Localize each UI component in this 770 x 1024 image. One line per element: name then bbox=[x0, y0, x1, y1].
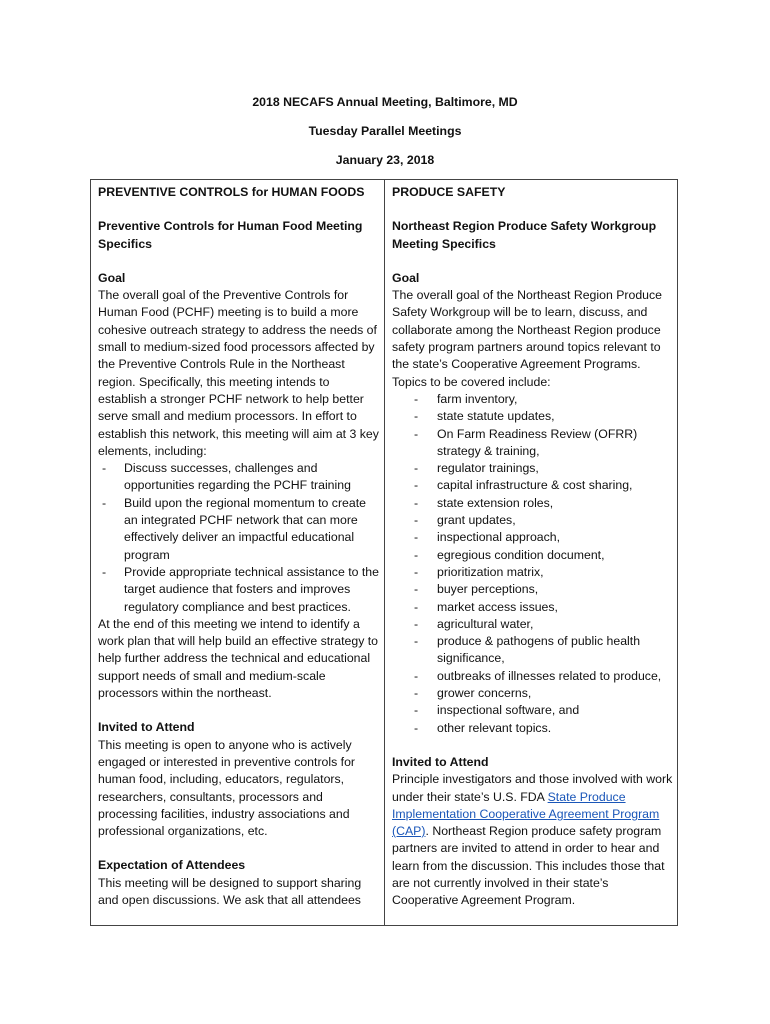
list-item: - inspectional approach, bbox=[392, 529, 676, 546]
list-item: - prioritization matrix, bbox=[392, 564, 676, 581]
list-item: - grant updates, bbox=[392, 512, 676, 529]
list-item: - Build upon the regional momentum to create an integrated PCHF network that can more effectively deliver an impactful educational program bbox=[98, 495, 381, 564]
list-item: - buyer perceptions, bbox=[392, 581, 676, 598]
list-item: - egregious condition document, bbox=[392, 547, 676, 564]
produce-invited-text-before: Principle investigators and those involved with work under their state’s U.S. FDA bbox=[392, 772, 673, 804]
meetings-table bbox=[90, 179, 678, 926]
pchf-elements-list bbox=[98, 460, 381, 616]
produce-subheading: Northeast Region Produce Safety Workgroup Meeting Specifics bbox=[392, 219, 657, 251]
list-item: - On Farm Readiness Review (OFRR) strategy & training, bbox=[392, 426, 676, 461]
column-divider bbox=[384, 180, 385, 925]
list-item: - grower concerns, bbox=[392, 685, 676, 702]
produce-invited-paragraph bbox=[392, 771, 676, 909]
cap-program-link[interactable]: State Produce Implementation Cooperative Agreement Program (CAP) bbox=[392, 789, 660, 839]
list-item: - Discuss successes, challenges and opportunities regarding the PCHF training bbox=[98, 460, 381, 495]
list-item: - Provide appropriate technical assistance to the target audience that fosters and improves regulatory compliance and best practices. bbox=[98, 564, 381, 616]
list-item: - state extension roles, bbox=[392, 495, 676, 512]
pchf-goal-label: Goal bbox=[98, 270, 126, 285]
produce-safety-column bbox=[392, 184, 676, 910]
list-item: - farm inventory, bbox=[392, 391, 676, 408]
pchf-invited-label: Invited to Attend bbox=[98, 720, 195, 735]
produce-topics-list bbox=[392, 391, 676, 737]
pchf-heading: PREVENTIVE CONTROLS for HUMAN FOODS bbox=[98, 185, 365, 199]
produce-invited-text-after: . Northeast Region produce safety program partners are invited to attend in order to hear and learn from the discussion. This includes those that are not currently involved in their state’s Cooperative Agreement Program. bbox=[392, 824, 665, 908]
list-item: - other relevant topics. bbox=[392, 720, 676, 737]
produce-goal-text: The overall goal of the Northeast Region Produce Safety Workgroup will be to learn, discuss, and collaborate among the Northeast Region produce safety program partners around topics relevant to the state’s Cooperative Agreement Programs. Topics to be covered include: bbox=[392, 288, 663, 389]
pchf-expectation-label: Expectation of Attendees bbox=[98, 858, 246, 873]
list-item: - inspectional software, and bbox=[392, 702, 676, 719]
pchf-subheading: Preventive Controls for Human Food Meeting Specifics bbox=[98, 219, 363, 251]
pchf-invited-text: This meeting is open to anyone who is actively engaged or interested in preventive controls for human food, including, educators, regulators, researchers, consultants, processors and processing facilities, industry associations and professional organizations, etc. bbox=[98, 737, 356, 839]
produce-goal-label: Goal bbox=[392, 270, 420, 285]
list-item: - regulator trainings, bbox=[392, 460, 676, 477]
document-subtitle: Tuesday Parallel Meetings bbox=[308, 124, 462, 138]
list-item: - agricultural water, bbox=[392, 616, 676, 633]
pchf-goal-closing: At the end of this meeting we intend to identify a work plan that will help build an effective strategy to help further address the technical and educational support needs of small and medium-scale processors within the northeast. bbox=[98, 616, 379, 701]
document-title: 2018 NECAFS Annual Meeting, Baltimore, MD bbox=[252, 95, 518, 109]
list-item: - produce & pathogens of public health significance, bbox=[392, 633, 676, 668]
produce-invited-label: Invited to Attend bbox=[392, 754, 489, 769]
pchf-goal-text: The overall goal of the Preventive Controls for Human Food (PCHF) meeting is to build a more cohesive outreach strategy to address the needs of small to medium-sized food processors affected by the Preventive Controls Rule in the Northeast region. Specifically, this meeting intends to establish a stronger PCHF network to help better serve small and medium processors. In effort to establish this network, this meeting will aim at 3 key elements, including: bbox=[98, 288, 379, 458]
document-date: January 23, 2018 bbox=[335, 153, 435, 167]
list-item: - state statute updates, bbox=[392, 408, 676, 425]
pchf-expectation-text: This meeting will be designed to support sharing and open discussions. We ask that all attendees bbox=[98, 875, 362, 907]
list-item: - outbreaks of illnesses related to produce, bbox=[392, 668, 676, 685]
list-item: - capital infrastructure & cost sharing, bbox=[392, 477, 676, 494]
pchf-column bbox=[98, 184, 381, 909]
list-item: - market access issues, bbox=[392, 599, 676, 616]
produce-heading: PRODUCE SAFETY bbox=[392, 185, 506, 199]
